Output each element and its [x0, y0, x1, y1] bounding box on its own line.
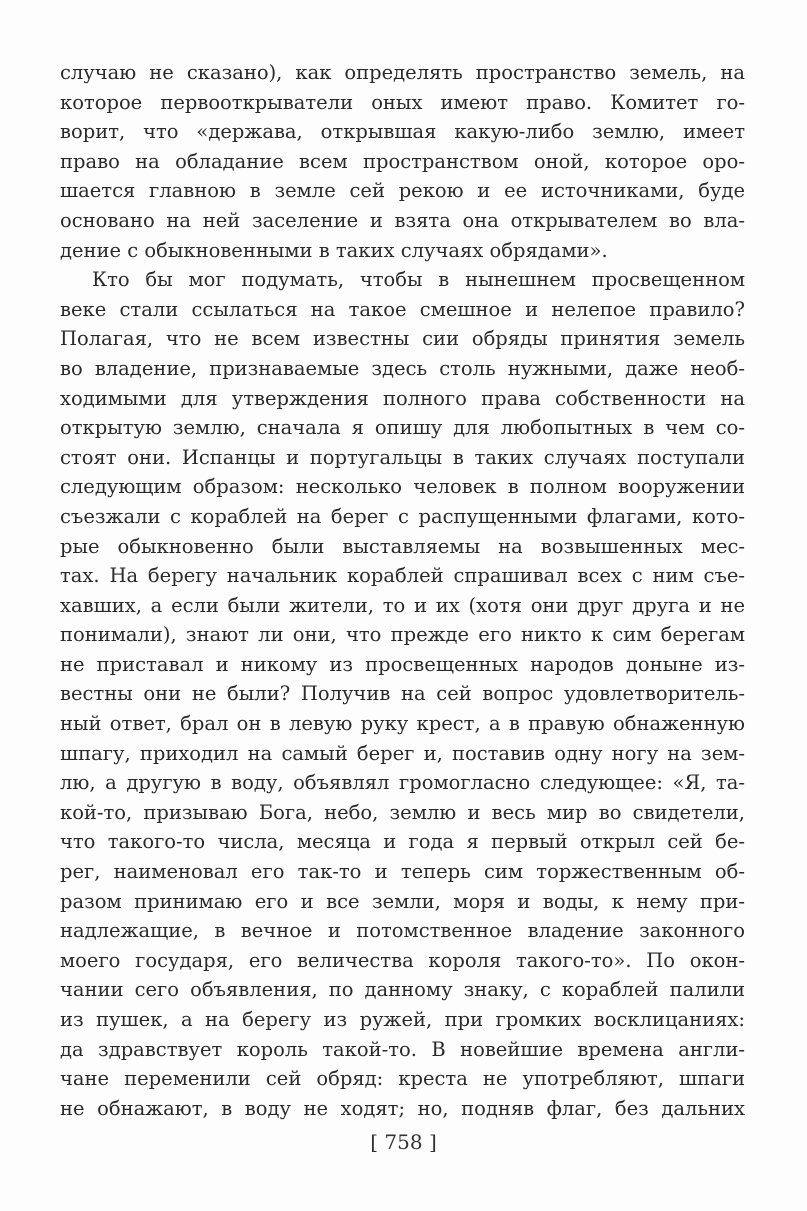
text-line: вестны они не были? Получив на сей вопрос удовлетворитель-	[60, 682, 745, 706]
text-line: не приставал и никому из просвещенных народов доныне из-	[60, 652, 745, 676]
text-line: случаю не сказано), как определять пространство земель, на	[60, 61, 745, 84]
text-line: во владение, признаваемые здесь столь нужными, даже необ-	[60, 356, 745, 380]
text-line: моего государя, его величества короля такого-то». По окон-	[60, 948, 745, 972]
text-line: не обнажают, в воду не ходят; но, подняв флаг, без дальних	[60, 1096, 745, 1120]
text-line: съезжали с кораблей на берег с распущенными флагами, кото-	[60, 504, 745, 528]
text-line: Кто бы мог подумать, чтобы в нынешнем просвещенном	[92, 268, 745, 292]
text-line: веке стали ссылаться на такое смешное и нелепое правило?	[60, 297, 745, 321]
text-line: ворит, что «держава, открывшая какую-либо землю, имеет	[60, 120, 745, 144]
text-line: рег, наименовал его так-то и теперь сим торжественным об-	[60, 860, 745, 884]
text-line: стоят они. Испанцы и португальцы в таких случаях поступали	[60, 445, 745, 469]
text-line: шпагу, приходил на самый берег и, поставив одну ногу на зем-	[60, 741, 745, 765]
text-line: что такого-то числа, месяца и года я первый открыл сей бе-	[60, 830, 745, 854]
text-line: из пушек, а на берегу из ружей, при громких восклицаниях:	[60, 1008, 745, 1031]
body-text	[60, 58, 745, 1123]
text-line: право на обладание всем пространством оной, которое оро-	[60, 149, 745, 173]
page-number: [ 758 ]	[370, 1130, 437, 1154]
text-line: ходимыми для утверждения полного права собственности на	[60, 386, 745, 410]
text-line: чании сего объявления, по данному знаку, с кораблей палили	[60, 978, 745, 1002]
text-line: тах. На берегу начальник кораблей спрашивал всех с ним съе-	[60, 564, 745, 588]
text-line: лю, а другую в воду, объявлял громогласно следующее: «Я, та-	[60, 771, 745, 795]
text-line: разом принимаю его и все земли, моря и воды, к нему при-	[60, 889, 745, 913]
text-line: да здравствует король такой-то. В новейшие времена англи-	[60, 1037, 745, 1061]
text-line: дение с обыкновенными в таких случаях обрядами».	[60, 238, 608, 262]
text-line: которое первооткрыватели оных имеют право. Комитет го-	[60, 90, 745, 114]
text-line: понимали), знают ли они, что прежде его никто к сим берегам	[60, 623, 745, 647]
text-line: надлежащие, в вечное и потомственное владение законного	[60, 919, 745, 943]
text-line: следующим образом: несколько человек в полном вооружении	[60, 475, 745, 499]
text-line: хавших, а если были жители, то и их (хотя они друг друга и не	[60, 593, 745, 617]
text-line: шается главною в земле сей рекою и ее источниками, буде	[60, 179, 745, 203]
text-line: основано на ней заселение и взята она открывателем во вла-	[60, 208, 745, 232]
text-line: рые обыкновенно были выставляемы на возвышенных мес-	[60, 534, 745, 558]
text-line: кой-то, призываю Бога, небо, землю и весь мир во свидетели,	[60, 800, 745, 824]
text-line: Полагая, что не всем известны сии обряды принятия земель	[60, 327, 745, 351]
text-line: открытую землю, сначала я опишу для любопытных в чем со-	[60, 416, 745, 440]
text-line: ный ответ, брал он в левую руку крест, а в правую обнаженную	[60, 712, 745, 736]
text-line: чане переменили сей обряд: креста не употребляют, шпаги	[60, 1067, 745, 1091]
